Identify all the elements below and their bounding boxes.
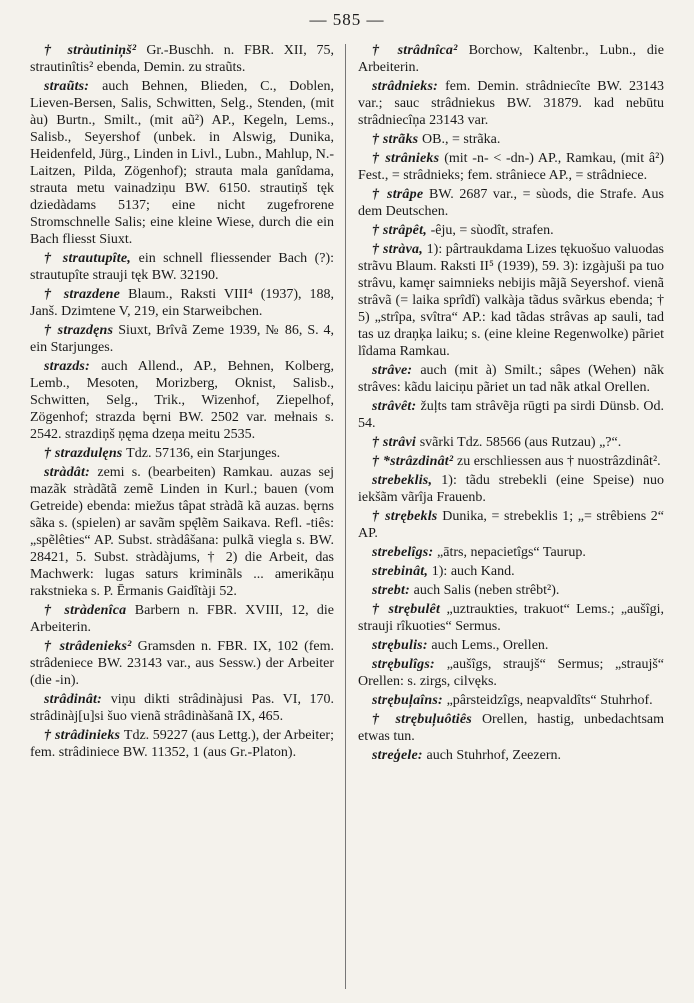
- dictionary-entry: [358, 131, 664, 148]
- entry-text: 1): auch Kand.: [431, 564, 515, 579]
- headword: † strębulêt: [372, 602, 447, 617]
- entry-text: „ātrs, nepacietîgs“ Taurup.: [437, 545, 586, 560]
- dictionary-entry: [358, 508, 664, 542]
- entry-text: Borchow, Kaltenbr., Lubn., die Arbeiterin.: [358, 43, 664, 75]
- entry-text: Gr.-Buschh. n. FBR. XII, 75, strautinîtis² ebenda, Demin. zu straũts.: [30, 43, 334, 75]
- headword: strâve:: [372, 363, 421, 378]
- headword: † strębuļuôtiês: [372, 712, 482, 727]
- right-column: [358, 42, 664, 991]
- entry-text: OB., = strãka.: [422, 132, 501, 147]
- dictionary-entry: [30, 78, 334, 248]
- entry-text: -êju, = sùodît, strafen.: [430, 223, 554, 238]
- dictionary-entry: [30, 286, 334, 320]
- headword: † stràva,: [372, 242, 427, 257]
- headword: strebelîgs:: [372, 545, 438, 560]
- entry-text: svãrki Tdz. 58566 (aus Rutzau) „?“.: [419, 435, 622, 450]
- dictionary-entry: [358, 544, 664, 561]
- headword: straũts:: [44, 79, 103, 94]
- dictionary-entry: [30, 322, 334, 356]
- entry-text: Orellen, hastig, unbedachtsam etwas tun.: [358, 712, 664, 744]
- dictionary-entry: [358, 434, 664, 451]
- headword: † strâdnîca²: [372, 43, 469, 58]
- entry-text: zemi s. (bearbeiten) Ramkau. auzas sej mazãk stràdãtã zemẽ Linden in Kurl.; bauen (vom Getreide) ebenda: miežus tâpat stràdã kã auzas. bęrns sãka s. (spielen) ar savãm spę̄lẽm Saikava. Refl. -tiês: „spẽlêties“ AP. Subst. stràdâšana: pulkã viegla s. BW. 28421, 5. Subst. stràdàjums, † 2) die Arbeit, das Machwerk: lugas saturs kriminãls ... amerikãņu rakstnieka s. P. Ērmanis Gaidîtàji 52.: [30, 465, 334, 599]
- entry-text: „aušîgs, straujš“ Sermus; „straujš“ Orellen: s. zirgs, cilvęks.: [358, 657, 664, 689]
- dictionary-entry: [358, 472, 664, 506]
- headword: strebinât,: [372, 564, 432, 579]
- dictionary-entry: [358, 582, 664, 599]
- entry-text: 1): pârtraukdama Lizes tękuošuo valuodas strãvu Blaum. Raksti II⁵ (1939), 59. 3): izgàjuši pa tuo strâvu, kamęr saimnieks nebijis mãjã Seyershof. vienã strâvã (= laika sprîdî) valkàja tãdus svãrkus ebenda; † 5) „strîpa, svîtra“ AP.: kad tãdas strâvas ap sauli, tad tas uz draņķa laiku; s. (eine kleine Regenwolke) pãriet lîdama Ramkau.: [358, 242, 664, 359]
- entry-text: „uztraukties, trakuot“ Lems.; „aušîgi, strauji rîkuoties“ Sermus.: [358, 602, 664, 634]
- entry-text: Gramsden n. FBR. IX, 102 (fem. strâdeniece BW. 23143 var., aus Sessw.) der Arbeiter (die -in).: [30, 639, 334, 688]
- entry-text: auch Lems., Orellen.: [431, 638, 549, 653]
- dictionary-entry: [358, 563, 664, 580]
- dictionary-entry: [358, 150, 664, 184]
- headword: † strâvi: [372, 435, 420, 450]
- headword: strâvêt:: [372, 399, 421, 414]
- dictionary-entry: [358, 186, 664, 220]
- entry-text: ein schnell fliessender Bach (?): strautupîte strauji tęk BW. 32190.: [30, 251, 334, 283]
- entry-text: 1): tãdu strebekli (eine Speise) nuo iekšãm vãrîja Frauenb.: [358, 473, 664, 505]
- entry-text: auch Allend., AP., Behnen, Kolberg, Lemb., Mesoten, Morizberg, Oknist, Salisb., Schwitten, Selg., Trik., Wizenhof, Ziepelhof, Zögenhof; strazda bęrni BW. 2502 var. mełnais s. 2542. strazdiņš ņęma dzeņa meitu 2535.: [30, 359, 334, 442]
- entry-text: Blaum., Raksti VIII⁴ (1937), 188, Janš. Dzimtene V, 219, ein Starweibchen.: [30, 287, 334, 319]
- dictionary-entry: [30, 691, 334, 725]
- headword: † strazdulęns: [44, 446, 127, 461]
- entry-text: fem. Demin. strâdniecîte BW. 23143 var.; sauc strâdniekus BW. 31879. kad nebūtu strâdniecîņa 23143 var.: [358, 79, 664, 128]
- headword: † stràdenîca: [44, 603, 135, 618]
- left-column: [30, 42, 334, 991]
- dictionary-entry: [30, 250, 334, 284]
- dictionary-entry: [30, 602, 334, 636]
- entry-text: Tdz. 57136, ein Starjunges.: [126, 446, 281, 461]
- headword: † strautupîte,: [44, 251, 139, 266]
- headword: † strâdinieks: [44, 728, 124, 743]
- dictionary-entry: [358, 222, 664, 239]
- entry-text: „pârsteidzîgs, neapvaldîts“ Stuhrhof.: [446, 693, 653, 708]
- headword: † stràutiniņš²: [44, 43, 147, 58]
- page-number: — 585 —: [309, 10, 385, 29]
- dictionary-entry: [30, 445, 334, 462]
- dictionary-entry: [358, 747, 664, 764]
- entry-text: Tdz. 59227 (aus Lettg.), der Arbeiter; fem. strâdiniece BW. 11352, 1 (aus Gr.-Platon).: [30, 728, 334, 760]
- headword: stràdât:: [44, 465, 98, 480]
- dictionary-entry: [358, 692, 664, 709]
- dictionary-entry: [358, 362, 664, 396]
- headword: strâdinât:: [44, 692, 111, 707]
- dictionary-entry: [358, 398, 664, 432]
- dictionary-entry: [358, 42, 664, 76]
- entry-text: BW. 2687 var., = sùods, die Strafe. Aus dem Deutschen.: [358, 187, 664, 219]
- entry-text: auch Stuhrhof, Zeezern.: [426, 748, 561, 763]
- headword: strazds:: [44, 359, 102, 374]
- headword: † strâpêt,: [372, 223, 431, 238]
- dictionary-entry: [30, 42, 334, 76]
- headword: † strazdęns: [44, 323, 119, 338]
- headword: strębulis:: [372, 638, 432, 653]
- headword: strebt:: [372, 583, 414, 598]
- dictionary-entry: [358, 637, 664, 654]
- headword: streģele:: [372, 748, 427, 763]
- headword: strebeklis,: [372, 473, 442, 488]
- headword: † strâpe: [372, 187, 430, 202]
- entry-text: Barbern n. FBR. XVIII, 12, die Arbeiterin.: [30, 603, 334, 635]
- entry-text: žuļts tam strâvẽja rūgti pa sirdi Dünsb. Od. 54.: [358, 399, 664, 431]
- entry-text: Siuxt, Brîvã Zeme 1939, № 86, S. 4, ein Starjunges.: [30, 323, 334, 355]
- dictionary-entry: [358, 241, 664, 360]
- dictionary-entry: [358, 601, 664, 635]
- headword: strębulîgs:: [372, 657, 447, 672]
- entry-text: zu erschliessen aus † nuostrâzdinât².: [457, 454, 661, 469]
- headword: strębuļaîns:: [372, 693, 447, 708]
- dictionary-entry: [358, 656, 664, 690]
- entry-text: Dunika, = strebeklis 1; „= strêbiens 2“ AP.: [358, 509, 664, 541]
- dictionary-entry: [358, 453, 664, 470]
- dictionary-entry: [358, 78, 664, 129]
- dictionary-entry: [30, 638, 334, 689]
- headword: † *strâzdinât²: [372, 454, 457, 469]
- dictionary-entry: [30, 358, 334, 443]
- dictionary-entry: [30, 727, 334, 761]
- entry-text: auch Behnen, Blieden, C., Doblen, Lieven-Bersen, Salis, Schwitten, Selg., Stenden, (mit àu) Burtn., Smilt., (mit aũ²) AP., Kegeln, Lems., Salisb., Seyershof (unbek. in Alswig, Dunika, Heidenfeld, Jürg., Linden in Livl., Lubn., Mahlup, N.-Laitzen, Pilda, Zögenhof); strauta mala ganîdama, strauta metu vainadziņu BW. 6150. strautiņš tęk dziedàdams 5137; eine nicht zugefrorene Stromschnelle Salis; eine kleine Wiese, durch die ein Bach fliesst Siuxt.: [30, 79, 334, 247]
- dictionary-entry: [30, 464, 334, 600]
- headword: † strãks: [372, 132, 423, 147]
- headword: † strazdene: [44, 287, 129, 302]
- column-divider: [345, 44, 346, 989]
- entry-text: (mit -n- < -dn-) AP., Ramkau, (mit â²) Fest., = strâdnieks; fem. strâniece AP., = strâdniece.: [358, 151, 664, 183]
- headword: † strânieks: [372, 151, 445, 166]
- headword: † strębekls: [372, 509, 443, 524]
- dictionary-entry: [358, 711, 664, 745]
- headword: strâdnieks:: [372, 79, 446, 94]
- headword: † strâdenieks²: [44, 639, 138, 654]
- entry-text: viņu dikti strâdinàjusi Pas. VI, 170. strâdinàj[u]si šuo vienã strâdinàšanã IX, 465.: [30, 692, 334, 724]
- entry-text: auch (mit à) Smilt.; sâpes (Wehen) nãk strâves: kãdu laiciņu pãriet un tad nãk atkal Orellen.: [358, 363, 664, 395]
- entry-text: auch Salis (neben strêbt²).: [413, 583, 560, 598]
